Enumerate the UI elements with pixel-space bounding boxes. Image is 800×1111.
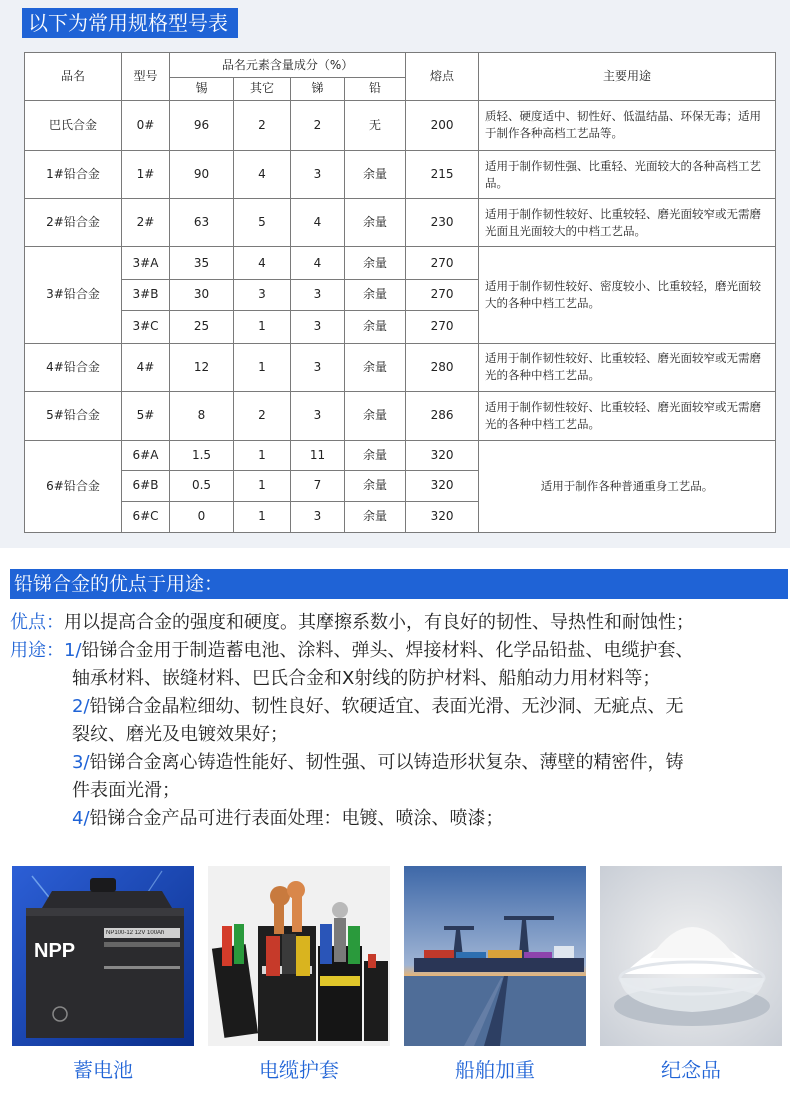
cell-lead: 余量 (345, 151, 406, 199)
use-item-2-cont: 裂纹、磨光及电镀效果好； (72, 724, 288, 745)
battery-photo (12, 866, 194, 1046)
table-row (25, 440, 776, 470)
cell-antimony: 3 (291, 343, 345, 392)
cell-antimony: 7 (291, 471, 345, 501)
cell-model: 6#B (122, 471, 170, 501)
cell-melting: 320 (406, 501, 479, 533)
cell-model: 4# (122, 343, 170, 392)
cell-lead: 余量 (345, 343, 406, 392)
cell-antimony: 3 (291, 279, 345, 310)
cell-model: 6#A (122, 440, 170, 470)
cell-usage: 适用于制作韧性较好、比重较轻、磨光面较窄或无需磨光的各种中档工艺品。 (479, 392, 776, 441)
table-row (25, 198, 776, 247)
cell-melting: 270 (406, 279, 479, 310)
use-item-number: 4/ (72, 808, 90, 829)
cell-tin: 1.5 (170, 440, 234, 470)
cell-tin: 96 (170, 100, 234, 151)
cell-usage: 适用于制作各种普通重身工艺品。 (479, 440, 776, 532)
cell-lead: 余量 (345, 501, 406, 533)
cell-name: 2#铅合金 (25, 198, 122, 247)
cell-other: 5 (234, 198, 291, 247)
use-item-4 (10, 805, 790, 833)
cell-usage: 适用于制作韧性较好、密度较小、比重较轻，磨光面较大的各种中档工艺品。 (479, 247, 776, 343)
cell-antimony: 4 (291, 247, 345, 279)
header-tin: 锡 (170, 78, 234, 100)
table-row (25, 392, 776, 441)
cell-antimony: 3 (291, 392, 345, 441)
cell-other: 1 (234, 501, 291, 533)
cell-model: 3#C (122, 311, 170, 343)
cell-usage: 适用于制作韧性较好、比重较轻、磨光面较窄或无需磨光的各种中档工艺品。 (479, 343, 776, 392)
cell-lead: 余量 (345, 440, 406, 470)
table-row (25, 343, 776, 392)
cell-name: 4#铅合金 (25, 343, 122, 392)
cell-lead: 余量 (345, 279, 406, 310)
caption-battery: 蓄电池 (73, 1058, 133, 1082)
caption-ship: 船舶加重 (455, 1058, 535, 1082)
cell-name: 巴氏合金 (25, 100, 122, 151)
table-row (25, 247, 776, 279)
cell-antimony: 2 (291, 100, 345, 151)
powder-image (600, 866, 782, 1046)
cable-photo (208, 866, 390, 1046)
cell-other: 2 (234, 392, 291, 441)
photo-row (12, 866, 792, 1046)
advantages-label: 优点： (10, 612, 64, 633)
cell-usage: 适用于制作韧性强、比重轻、光面较大的各种高档工艺品。 (479, 151, 776, 199)
cell-name: 1#铅合金 (25, 151, 122, 199)
cell-model: 6#C (122, 501, 170, 533)
cell-other: 4 (234, 247, 291, 279)
section-title: 铅锑合金的优点于用途： (10, 569, 788, 599)
cell-melting: 280 (406, 343, 479, 392)
use-item-text: 铅锑合金产品可进行表面处理：电镀、喷涂、喷漆； (89, 808, 504, 829)
cell-tin: 0.5 (170, 471, 234, 501)
section-body (10, 609, 790, 833)
cell-other: 1 (234, 440, 291, 470)
header-other: 其它 (234, 78, 291, 100)
cell-name: 3#铅合金 (25, 247, 122, 343)
header-antimony: 锑 (291, 78, 345, 100)
header-lead: 铅 (345, 78, 406, 100)
cell-tin: 35 (170, 247, 234, 279)
port-image (404, 866, 586, 1046)
cell-name: 6#铅合金 (25, 440, 122, 532)
cell-melting: 270 (406, 311, 479, 343)
cell-usage: 适用于制作韧性较好、比重较轻、磨光面较窄或无需磨光面且光面较大的中档工艺品。 (479, 198, 776, 247)
spec-title: 以下为常用规格型号表 (22, 8, 238, 38)
ship-photo (404, 866, 586, 1046)
use-item-2 (10, 693, 790, 721)
cell-tin: 30 (170, 279, 234, 310)
cell-other: 4 (234, 151, 291, 199)
use-item-1-cont: 轴承材料、嵌缝材料、巴氏合金和X射线的防护材料、船舶动力用材料等； (72, 668, 661, 689)
cell-antimony: 3 (291, 151, 345, 199)
spec-panel (0, 0, 790, 548)
caption-souvenir: 纪念品 (661, 1058, 721, 1082)
cell-model: 1# (122, 151, 170, 199)
cell-other: 1 (234, 311, 291, 343)
cell-other: 2 (234, 100, 291, 151)
advantages-line (10, 609, 790, 637)
cell-melting: 215 (406, 151, 479, 199)
header-composition: 品名元素含量成分（%） (170, 53, 406, 78)
advantages-text: 用以提高合金的强度和硬度。其摩擦系数小，有良好的韧性、导热性和耐蚀性； (64, 612, 694, 633)
table-row (25, 100, 776, 151)
cell-tin: 0 (170, 501, 234, 533)
header-melting: 熔点 (406, 53, 479, 101)
cell-model: 0# (122, 100, 170, 151)
cell-melting: 320 (406, 471, 479, 501)
cell-other: 3 (234, 279, 291, 310)
cell-melting: 230 (406, 198, 479, 247)
use-item-number: 3/ (72, 752, 90, 773)
use-item-3-cont: 件表面光滑； (72, 780, 180, 801)
cell-antimony: 3 (291, 501, 345, 533)
use-item-number: 2/ (72, 696, 90, 717)
use-item-1 (10, 637, 790, 665)
cell-melting: 320 (406, 440, 479, 470)
souvenir-photo (600, 866, 782, 1046)
cell-lead: 余量 (345, 311, 406, 343)
cell-lead: 余量 (345, 247, 406, 279)
cell-model: 3#A (122, 247, 170, 279)
cell-lead: 余量 (345, 471, 406, 501)
caption-cable: 电缆护套 (259, 1058, 339, 1082)
cable-image (208, 866, 390, 1046)
cell-usage: 质轻、硬度适中、韧性好、低温结晶、环保无毒；适用于制作各种高档工艺品等。 (479, 100, 776, 151)
cell-tin: 12 (170, 343, 234, 392)
cell-lead: 余量 (345, 392, 406, 441)
cell-lead: 余量 (345, 198, 406, 247)
use-item-number: 1/ (64, 640, 82, 661)
cell-model: 5# (122, 392, 170, 441)
use-item-3 (10, 749, 790, 777)
cell-name: 5#铅合金 (25, 392, 122, 441)
battery-model: NP100-12 12V 100Ah (106, 930, 165, 936)
table-row (25, 151, 776, 199)
battery-brand: NPP (34, 940, 76, 962)
header-usage: 主要用途 (479, 53, 776, 101)
cell-melting: 286 (406, 392, 479, 441)
cell-antimony: 4 (291, 198, 345, 247)
cell-model: 3#B (122, 279, 170, 310)
use-item-text: 铅锑合金离心铸造性能好、韧性强、可以铸造形状复杂、薄壁的精密件，铸 (89, 752, 684, 773)
cell-tin: 8 (170, 392, 234, 441)
cell-tin: 25 (170, 311, 234, 343)
use-item-text: 铅锑合金用于制造蓄电池、涂料、弹头、焊接材料、化学品铅盐、电缆护套、 (81, 640, 694, 661)
header-model: 型号 (122, 53, 170, 101)
cell-melting: 270 (406, 247, 479, 279)
cell-lead: 无 (345, 100, 406, 151)
cell-tin: 90 (170, 151, 234, 199)
cell-tin: 63 (170, 198, 234, 247)
cell-melting: 200 (406, 100, 479, 151)
spec-table (24, 52, 776, 533)
cell-antimony: 3 (291, 311, 345, 343)
uses-label: 用途： (10, 640, 64, 661)
cell-model: 2# (122, 198, 170, 247)
cell-antimony: 11 (291, 440, 345, 470)
use-item-text: 铅锑合金晶粒细幼、韧性良好、软硬适宜、表面光滑、无沙洞、无疵点、无 (89, 696, 684, 717)
header-name: 品名 (25, 53, 122, 101)
cell-other: 1 (234, 343, 291, 392)
cell-other: 1 (234, 471, 291, 501)
